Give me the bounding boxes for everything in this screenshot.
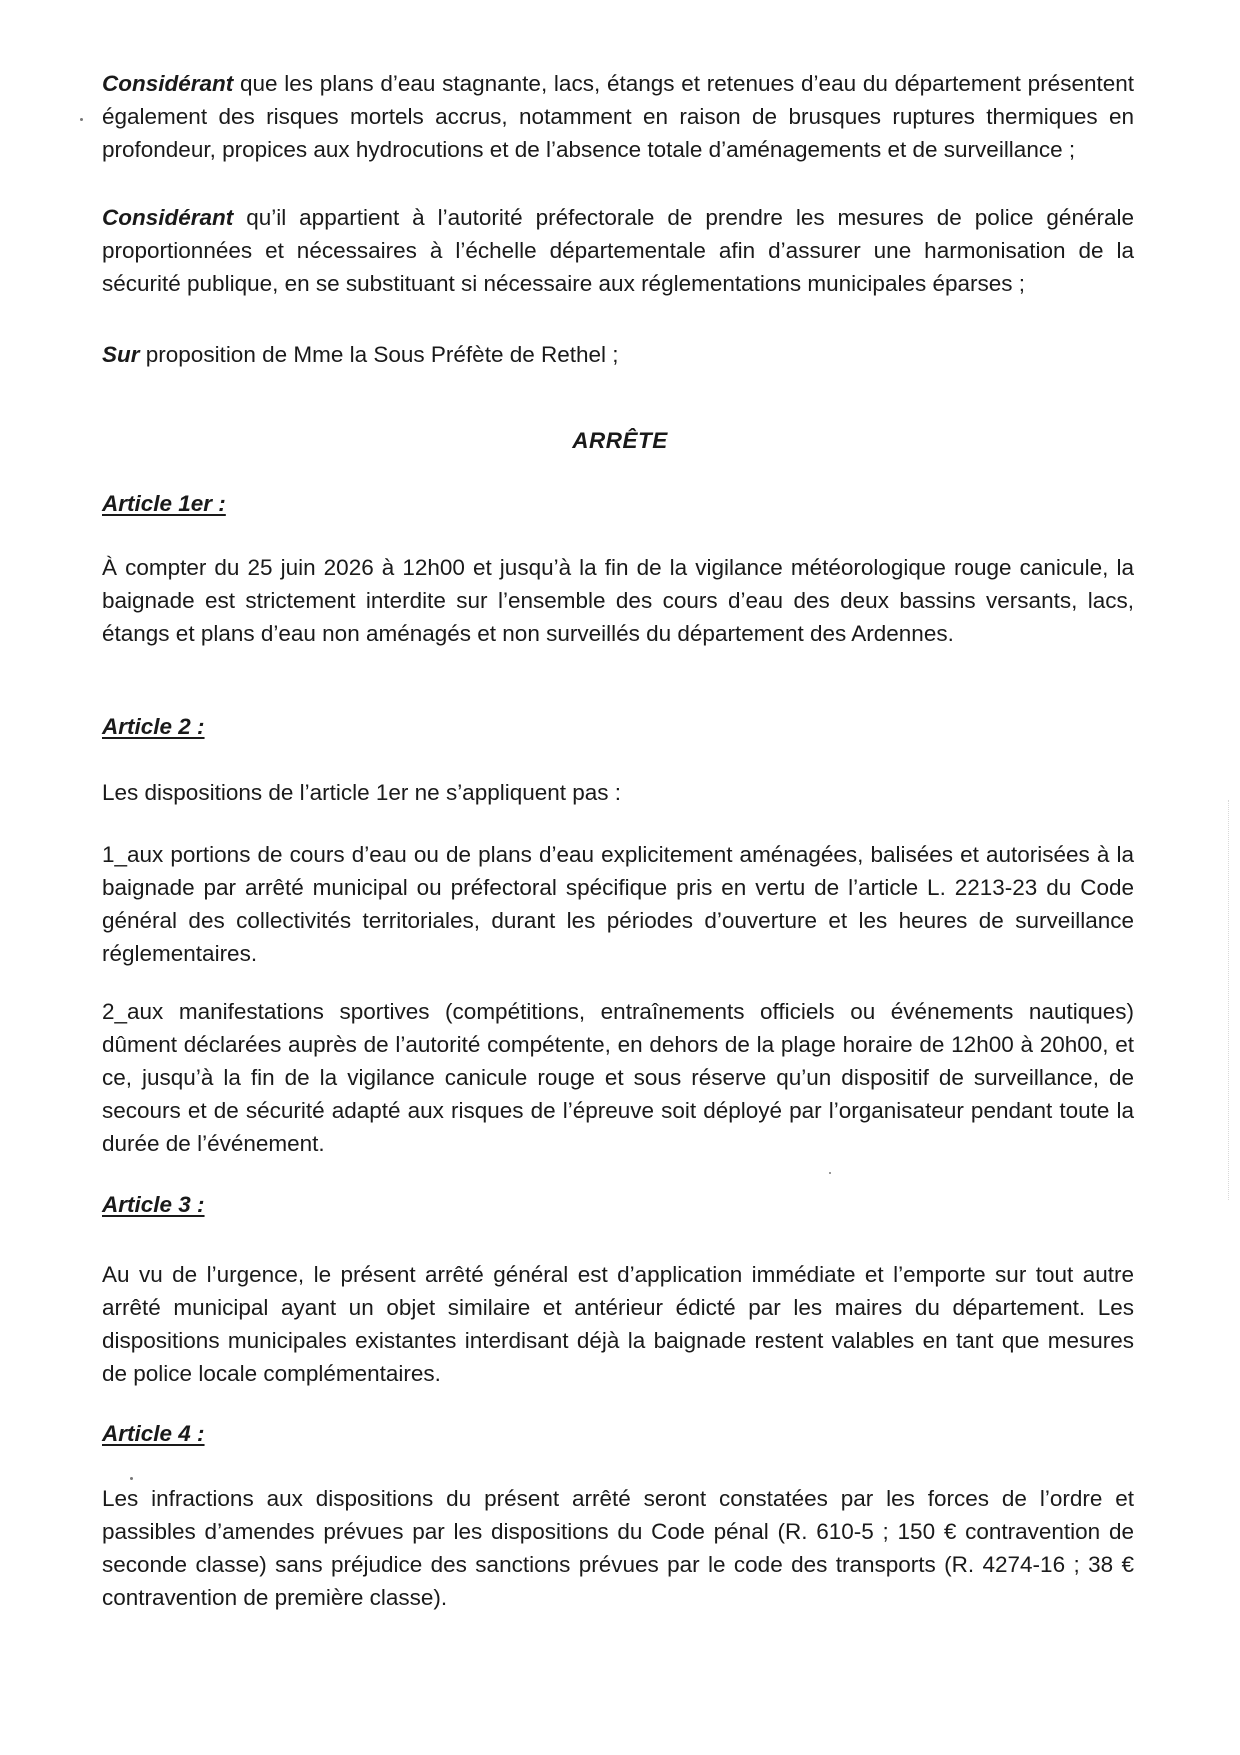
proposal-lead: Sur [102, 342, 140, 367]
article-4-paragraph: Les infractions aux dispositions du présent arrêté seront constatées par les forces de l’ordre et passibles d’amendes prévues par les dispositions du Code pénal (R. 610-5 ; 150 € contravention de seconde classe) sans préjudice des sanctions prévues par le code des transports (R. 4274-16 ; 38 € contravention de première classe). [102, 1486, 1134, 1610]
scan-speck [829, 1172, 831, 1174]
article-1-paragraph: À compter du 25 juin 2026 à 12h00 et jusqu’à la fin de la vigilance météorologique rouge canicule, la baignade est strictement interdite sur l’ensemble des cours d’eau des deux bassins versants, lacs, étangs et plans d’eau non aménagés et non surveillés du département des Ardennes. [102, 555, 1134, 646]
considerant-lead: Considérant [102, 71, 234, 96]
proposal-paragraph [102, 338, 1134, 371]
considerant-paragraph-1 [102, 67, 1134, 166]
decree-heading: ARRÊTE [572, 428, 668, 453]
article-3-paragraph: Au vu de l’urgence, le présent arrêté général est d’application immédiate et l’emporte sur tout autre arrêté municipal ayant un objet similaire et antérieur édicté par les maires du département. Les dispositions municipales existantes interdisant déjà la baignade restent valables en tant que mesures de police locale complémentaires. [102, 1262, 1134, 1386]
scan-speck [80, 118, 83, 121]
considerant-text: qu’il appartient à l’autorité préfectorale de prendre les mesures de police générale proportionnées et nécessaires à l’échelle départementale afin d’assurer une harmonisation de la sécurité publique, en se substituant si nécessaire aux réglementations municipales éparses ; [102, 205, 1134, 296]
article-1-title: Article 1er : [102, 491, 226, 516]
article-2-intro: Les dispositions de l’article 1er ne s’appliquent pas : [102, 780, 622, 805]
scan-speck [130, 1477, 133, 1480]
considerant-text: que les plans d’eau stagnante, lacs, étangs et retenues d’eau du département présentent également des risques mortels accrus, notamment en raison de brusques ruptures thermiques en profondeur, propices aux hydrocutions et de l’absence totale d’aménagements et de surveillance ; [102, 71, 1134, 162]
article-2-item-2: 2_aux manifestations sportives (compétitions, entraînements officiels ou événements nautiques) dûment déclarées auprès de l’autorité compétente, en dehors de la plage horaire de 12h00 à 20h00, et ce, jusqu’à la fin de la vigilance canicule rouge et sous réserve qu’un dispositif de surveillance, de secours et de sécurité adapté aux risques de l’épreuve soit déployé par l’organisateur pendant toute la durée de l’événement. [102, 999, 1134, 1156]
considerant-paragraph-2 [102, 201, 1134, 300]
scan-edge-line [1228, 800, 1229, 1200]
article-2-item-1: 1_aux portions de cours d’eau ou de plans d’eau explicitement aménagées, balisées et autorisées à la baignade par arrêté municipal ou préfectoral spécifique pris en vertu de l’article L. 2213-23 du Code général des collectivités territoriales, durant les périodes d’ouverture et les heures de surveillance réglementaires. [102, 842, 1134, 966]
proposal-text: proposition de Mme la Sous Préfète de Rethel ; [139, 342, 619, 367]
article-3-title: Article 3 : [102, 1192, 205, 1217]
article-2-title: Article 2 : [102, 714, 205, 739]
considerant-lead: Considérant [102, 205, 234, 230]
article-4-title: Article 4 : [102, 1421, 205, 1446]
